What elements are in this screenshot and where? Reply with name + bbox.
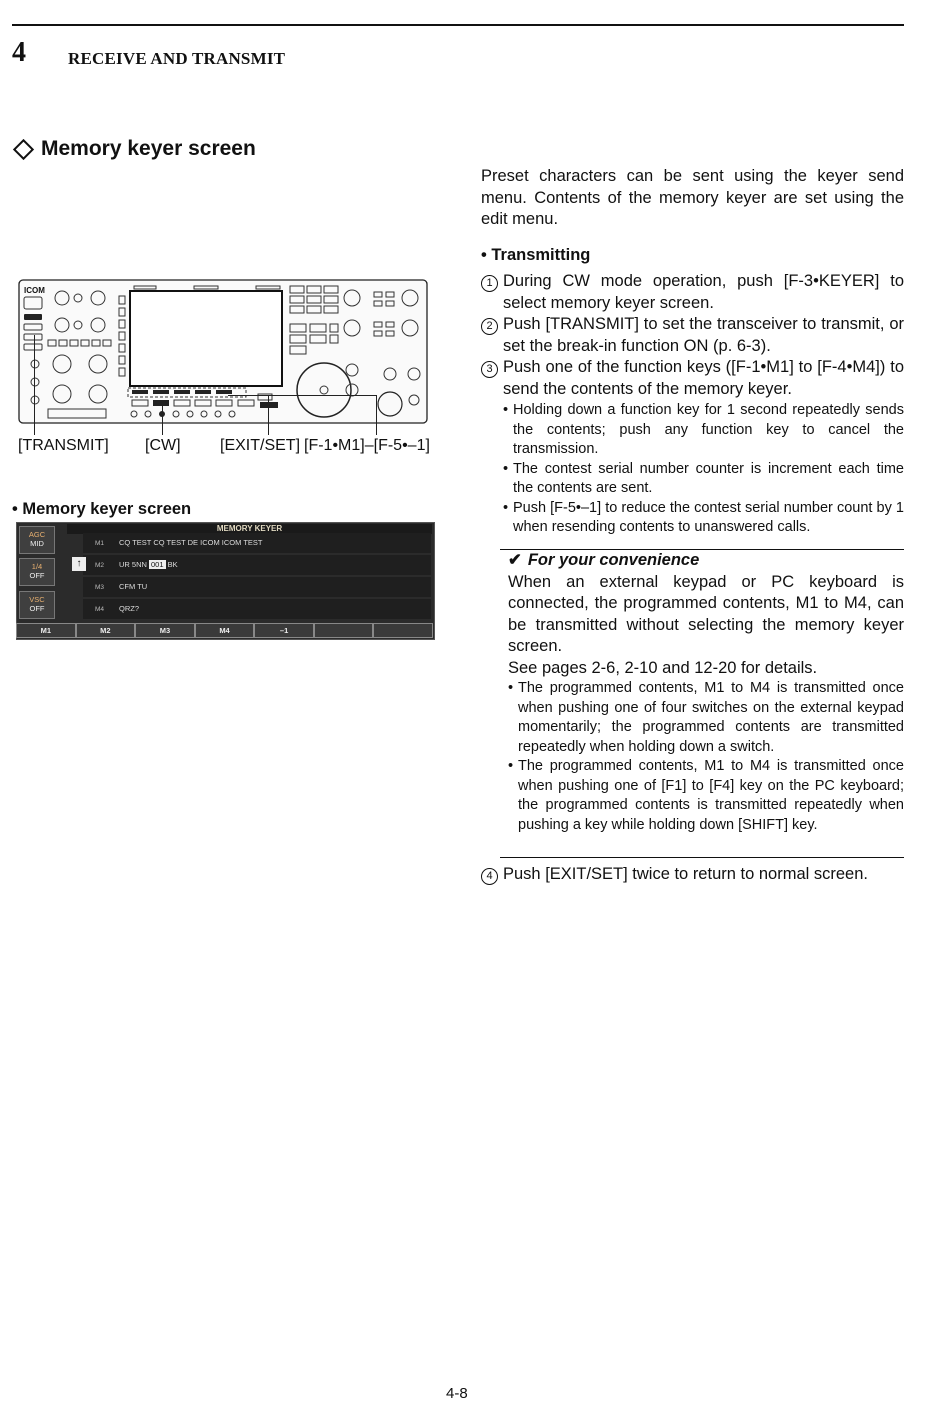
bullet-text: Holding down a function key for 1 second repeatedly sends the contents; push any function key to cancel the transmission. <box>513 402 904 457</box>
step-number: 3 <box>481 361 498 378</box>
label-fkeys: [F-1•M1]–[F-5•–1] <box>304 437 430 454</box>
diamond-icon <box>13 138 34 159</box>
screen-title: MEMORY KEYER <box>67 524 432 534</box>
step-3-bullets <box>503 401 904 538</box>
step-text: Push [EXIT/SET] twice to return to normal screen. <box>503 865 868 883</box>
memory-content: CQ TEST CQ TEST DE ICOM ICOM TEST <box>119 538 263 547</box>
side-button-value: OFF <box>29 571 45 580</box>
fkey-m3: M3 <box>135 623 195 638</box>
transceiver-front-panel-figure <box>18 278 430 428</box>
step-1 <box>481 271 904 314</box>
note-see-pages: See pages 2-6, 2-10 and 12-20 for details. <box>508 658 818 677</box>
memory-row-m2 <box>83 555 431 575</box>
side-button-label: VSC <box>29 595 45 604</box>
memory-row-m1 <box>83 533 431 553</box>
step-4 <box>481 864 904 886</box>
memory-content: QRZ? <box>119 604 140 613</box>
step-text: Push [TRANSMIT] to set the transceiver to transmit, or set the break-in function ON (p. 6-3). <box>503 315 904 355</box>
label-cw: [CW] <box>145 437 181 454</box>
side-button-value: MID <box>30 539 44 548</box>
label-exit-set: [EXIT/SET] <box>220 437 301 454</box>
convenience-note <box>508 550 904 835</box>
list-item: • The contest serial number counter is increment each time the contents are sent. <box>503 460 904 499</box>
page-number: 4-8 <box>446 1385 468 1402</box>
fkey-m2: M2 <box>76 623 136 638</box>
transmitting-heading: • Transmitting <box>481 246 591 264</box>
list-item: • Holding down a function key for 1 second repeatedly sends the contents; push any function key to cancel the transmission. <box>503 401 904 460</box>
side-button-vsc <box>19 591 55 619</box>
memory-content-tail: BK <box>167 560 178 569</box>
memory-key: M2 <box>95 562 105 569</box>
label-transmit: [TRANSMIT] <box>18 437 109 454</box>
step-text: During CW mode operation, push [F-3•KEYER] to select memory keyer screen. <box>503 272 904 312</box>
memory-key: M3 <box>95 584 105 591</box>
checkmark-icon: ✔ <box>508 551 522 569</box>
exit-set-leader-line <box>268 395 269 435</box>
memory-row-m3 <box>83 577 431 597</box>
memory-content: UR 5NN <box>119 560 147 569</box>
step-text: Push one of the function keys ([F-1•M1] to [F-4•M4]) to send the contents of the memory keyer. <box>503 358 904 398</box>
bullet-text: The programmed contents, M1 to M4 is transmitted once when pushing one of four switches on the external keypad momentarily; the programmed contents are transmitted repeatedly when holding down a switch. <box>518 680 904 755</box>
step-number: 4 <box>481 868 498 885</box>
function-key-bar <box>16 623 433 638</box>
fkey-blank <box>373 623 433 638</box>
step-2 <box>481 314 904 357</box>
memory-content: CFM TU <box>119 582 148 591</box>
memory-cursor-field: 001 <box>151 560 164 569</box>
list-item: • The programmed contents, M1 to M4 is transmitted once when pushing one of [F1] to [F4] key on the PC keyboard; the programmed contents is transmitted repeatedly when pushing a key while holding down [SHIFT] key. <box>508 757 904 835</box>
cw-leader-line <box>162 405 163 435</box>
brand-logo: ICOM <box>24 286 45 295</box>
step-number: 1 <box>481 275 498 292</box>
section-title <box>12 137 256 161</box>
memory-row-m4 <box>83 599 431 619</box>
memory-key: M4 <box>95 606 105 613</box>
intro-paragraph: Preset characters can be sent using the keyer send menu. Contents of the memory keyer are set using the edit menu. <box>481 167 904 228</box>
side-button-label: AGC <box>28 530 46 539</box>
fkey-m1: M1 <box>16 623 76 638</box>
chapter-number: 4 <box>12 37 26 68</box>
header-rule <box>12 24 904 26</box>
note-rule-bottom <box>500 857 904 858</box>
fkey-m4: M4 <box>195 623 255 638</box>
note-bullets <box>508 679 904 835</box>
side-button-value: OFF <box>29 604 45 613</box>
bullet-text: Push [F-5•–1] to reduce the contest serial number count by 1 when resending contents to unanswered calls. <box>513 499 904 535</box>
step-number: 2 <box>481 318 498 335</box>
screen-caption: • Memory keyer screen <box>12 500 192 518</box>
fkeys-leader-line <box>376 395 377 435</box>
shift-arrow-icon: ↑ <box>72 557 86 571</box>
transmitting-steps <box>481 271 904 541</box>
list-item: • The programmed contents, M1 to M4 is transmitted once when pushing one of four switches on the external keypad momentarily; the programmed contents are transmitted repeatedly when holding down a switch. <box>508 679 904 757</box>
step-3 <box>481 357 904 400</box>
memory-key: M1 <box>95 540 105 547</box>
fkeys-bracket-line <box>228 395 377 396</box>
note-body: When an external keypad or PC keyboard is connected, the programmed contents, M1 to M4, can be transmitted without selecting the memory keyer screen. <box>508 572 904 655</box>
transmit-leader-line <box>34 335 35 435</box>
list-item: • Push [F-5•–1] to reduce the contest serial number count by 1 when resending contents to unanswered calls. <box>503 499 904 538</box>
section-title-text: Memory keyer screen <box>41 137 256 160</box>
bullet-text: The programmed contents, M1 to M4 is transmitted once when pushing one of [F1] to [F4] key on the PC keyboard; the programmed contents is transmitted repeatedly when pushing a key while holding down [SHIFT] key. <box>518 758 904 833</box>
fkey-blank <box>314 623 374 638</box>
side-button-agc <box>19 526 55 554</box>
side-button-label: 1/4 <box>31 562 43 571</box>
side-button-1-4 <box>19 558 55 586</box>
fkey-minus-one: –1 <box>254 623 314 638</box>
note-title-text: For your convenience <box>527 551 700 569</box>
note-title <box>508 550 904 572</box>
bullet-text: The contest serial number counter is increment each time the contents are sent. <box>513 460 904 496</box>
chapter-title: RECEIVE AND TRANSMIT <box>68 49 286 68</box>
